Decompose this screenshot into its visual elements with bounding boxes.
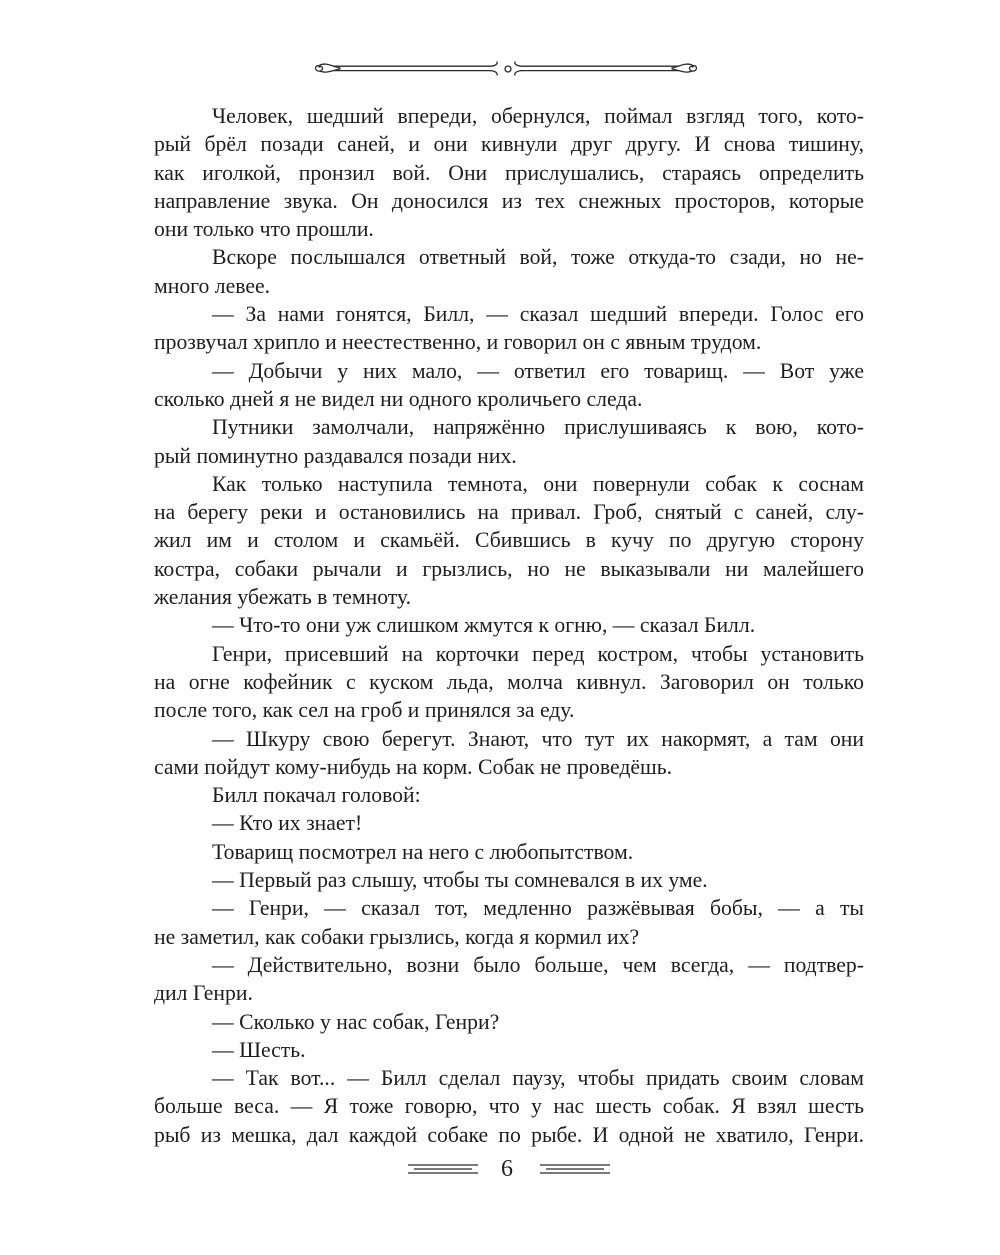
text-line: жил им и столом и скамьёй. Сбившись в кучу по другую сторону (154, 528, 864, 553)
text-line: Билл покачал головой: (212, 783, 421, 808)
page-footer (0, 1152, 1000, 1186)
text-line: — Добычи у них мало, — ответил его товарищ. — Вот уже (212, 358, 864, 383)
text-line: направление звука. Он доносился из тех снежных просторов, которые (154, 188, 864, 213)
text-line: — Сколько у нас собак, Генри? (212, 1009, 500, 1034)
text-line: Генри, присевший на корточки перед костром, чтобы установить (212, 641, 864, 666)
text-line: Путники замолчали, напряжённо прислушиваясь к вою, кото- (212, 415, 864, 440)
text-line: прозвучал хрипло и неестественно, и говорил он с явным трудом. (154, 330, 762, 355)
text-line: как иголкой, пронзил вой. Они прислушались, стараясь определить (154, 160, 864, 185)
text-line: не заметил, как собаки грызлись, когда я кормил их? (154, 924, 640, 949)
text-line: рый поминутно раздавался позади них. (154, 443, 517, 468)
text-line: — Так вот... — Билл сделал паузу, чтобы придать своим словам (212, 1066, 864, 1091)
text-line: — Действительно, возни было больше, чем всегда, — подтвер- (212, 952, 864, 977)
text-line: дил Генри. (154, 981, 253, 1006)
text-line: сколько дней я не видел ни одного кроличьего следа. (154, 386, 643, 411)
text-line: они только что прошли. (154, 217, 374, 242)
page-number: 6 (501, 1156, 513, 1182)
text-line: — Генри, — сказал тот, медленно разжёвывая бобы, — а ты (212, 896, 864, 921)
text-line: больше веса. — Я тоже говорю, что у нас шесть собак. Я взял шесть (154, 1094, 864, 1119)
text-line: много левее. (154, 273, 271, 298)
text-line: на огне кофейник с куском льда, молча кивнул. Заговорил он только (154, 669, 864, 694)
text-line: после того, как сел на гроб и принялся за еду. (154, 698, 575, 723)
text-line: Вскоре послышался ответный вой, тоже откуда-то сзади, но не- (212, 245, 864, 270)
footer-rule-right (540, 1152, 610, 1186)
text-line: Человек, шедший впереди, обернулся, поймал взгляд того, кото- (212, 104, 864, 128)
text-line: желания убежать в темноту. (154, 585, 412, 610)
body-text (154, 102, 864, 1149)
text-line: — Что-то они уж слишком жмутся к огню, — сказал Билл. (212, 613, 756, 638)
text-line: рыб из мешка, дал каждой собаке по рыбе. И одной не хватило, Генри. (154, 1122, 864, 1147)
text-line: Товарищ посмотрел на него с любопытством. (212, 839, 634, 864)
header-ornament (312, 52, 700, 84)
text-line: Как только наступила темнота, они повернули собак к соснам (212, 471, 864, 496)
text-line: — Шкуру свою берегут. Знают, что тут их накормят, а там они (212, 726, 864, 751)
text-line: на берегу реки и остановились на привал. Гроб, снятый с саней, слу- (154, 500, 864, 525)
text-line: — Первый раз слышу, чтобы ты сомневался в их уме. (212, 868, 708, 893)
text-line: — За нами гонятся, Билл, — сказал шедший впереди. Голос его (212, 302, 864, 327)
text-line: рый брёл позади саней, и они кивнули друг другу. И снова тишину, (154, 132, 864, 157)
text-line: костра, собаки рычали и грызлись, но не выказывали ни малейшего (154, 556, 864, 581)
text-line: — Кто их знает! (212, 811, 363, 836)
text-line: сами пойдут кому-нибудь на корм. Собак не проведёшь. (154, 754, 673, 779)
text-line: — Шесть. (212, 1037, 306, 1062)
footer-rule-left (408, 1152, 478, 1186)
